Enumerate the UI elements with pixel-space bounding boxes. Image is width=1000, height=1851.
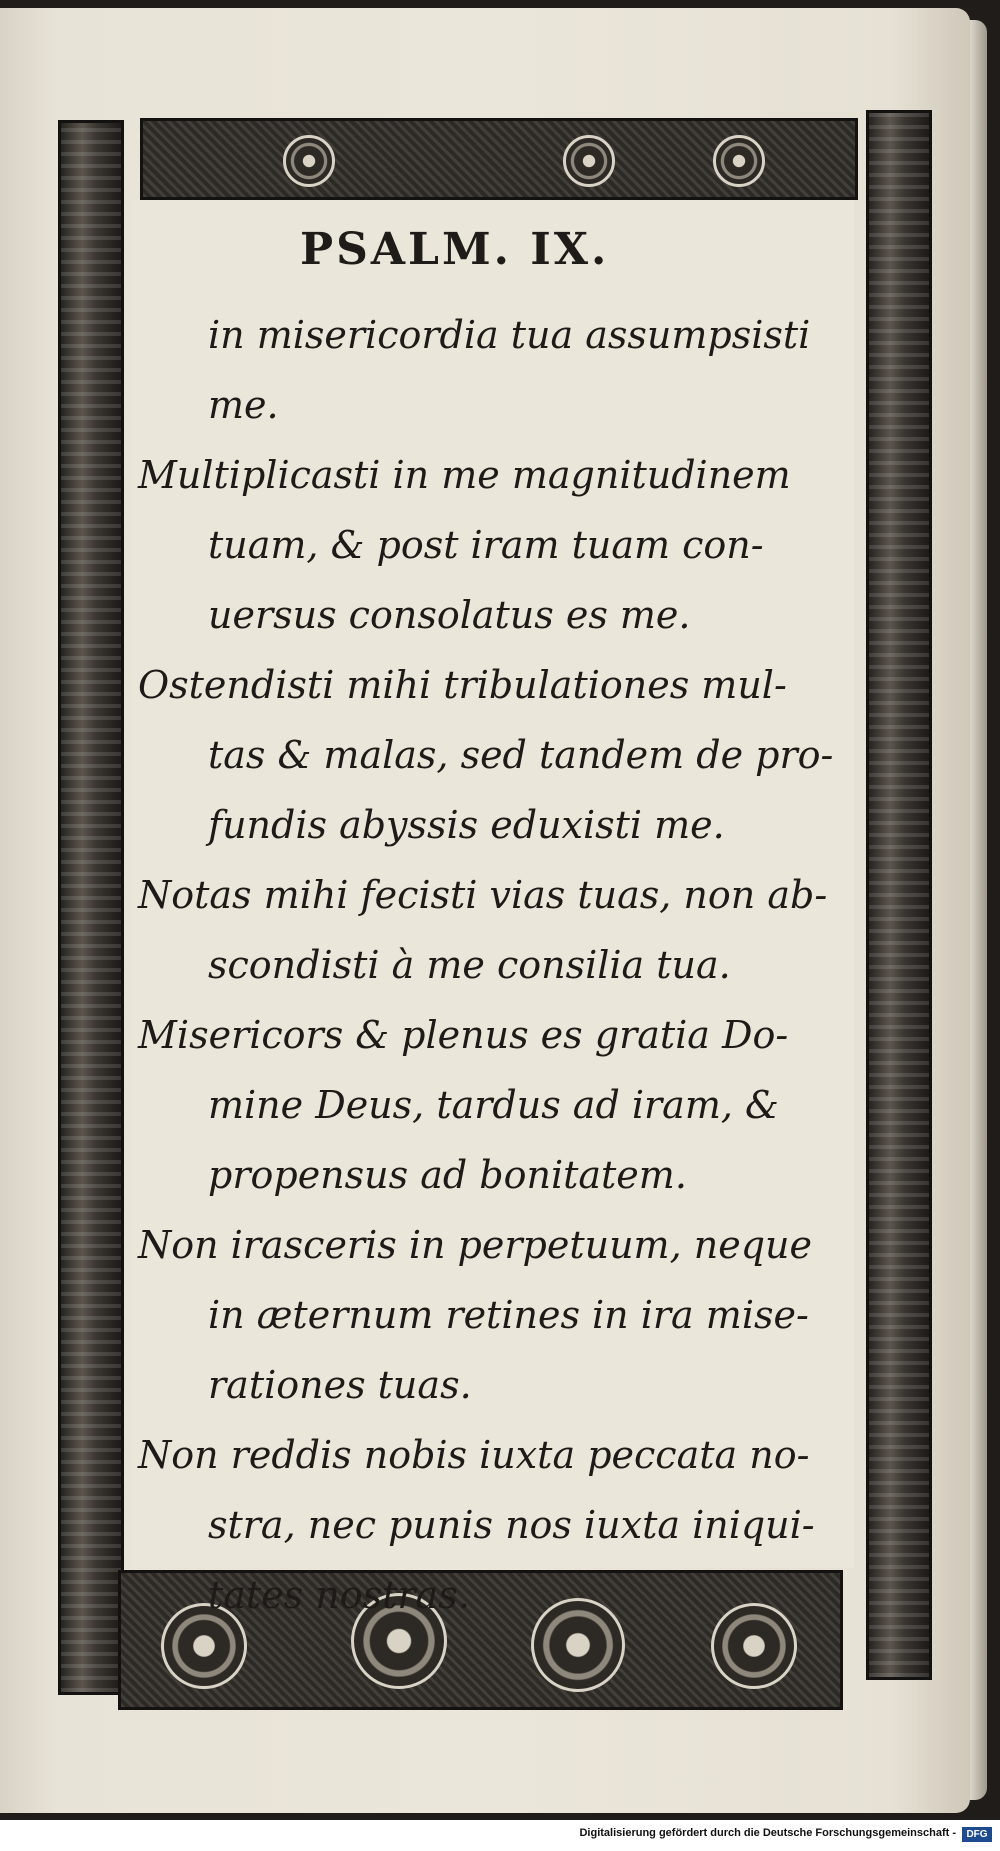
digitization-footer [0, 1820, 1000, 1851]
text-line: me. [208, 383, 279, 427]
text-line: stra, nec punis nos iuxta iniqui- [208, 1503, 815, 1547]
text-line: Non reddis nobis iuxta peccata no- [138, 1433, 810, 1477]
text-line: Multiplicasti in me magnitudinem [138, 453, 791, 497]
dfg-logo: DFG [962, 1827, 992, 1842]
text-line: tas & malas, sed tandem de pro- [208, 733, 834, 777]
text-line: Notas mihi fecisti vias tuas, non ab- [138, 873, 828, 917]
woodcut-border-top [140, 118, 858, 200]
text-line: tates nostras. [208, 1573, 470, 1617]
woodcut-column-left [58, 120, 124, 1695]
text-line: tuam, & post iram tuam con- [208, 523, 764, 567]
text-line: in æternum retines in ira mise- [208, 1293, 809, 1337]
text-line: Non irasceris in perpetuum, neque [138, 1223, 812, 1267]
flower-ornament-icon [283, 135, 335, 187]
flower-ornament-icon [563, 135, 615, 187]
text-line: mine Deus, tardus ad iram, & [208, 1083, 779, 1127]
funding-credit: Digitalisierung gefördert durch die Deutsche Forschungsgemeinschaft - [579, 1827, 956, 1839]
text-line: Misericors & plenus es gratia Do- [138, 1013, 789, 1057]
text-line: in misericordia tua assumpsisti [208, 313, 811, 357]
woodcut-column-right [866, 110, 932, 1680]
verse-text-block [138, 300, 850, 1630]
text-line: fundis abyssis eduxisti me. [208, 803, 725, 847]
text-line: Ostendisti mihi tribulationes mul- [138, 663, 787, 707]
text-line: rationes tuas. [208, 1363, 472, 1407]
text-line: uersus consolatus es me. [208, 593, 691, 637]
text-line: propensus ad bonitatem. [208, 1153, 687, 1197]
flower-ornament-icon [713, 135, 765, 187]
page-heading: PSALM. IX. [300, 224, 610, 275]
text-line: scondisti à me consilia tua. [208, 943, 731, 987]
